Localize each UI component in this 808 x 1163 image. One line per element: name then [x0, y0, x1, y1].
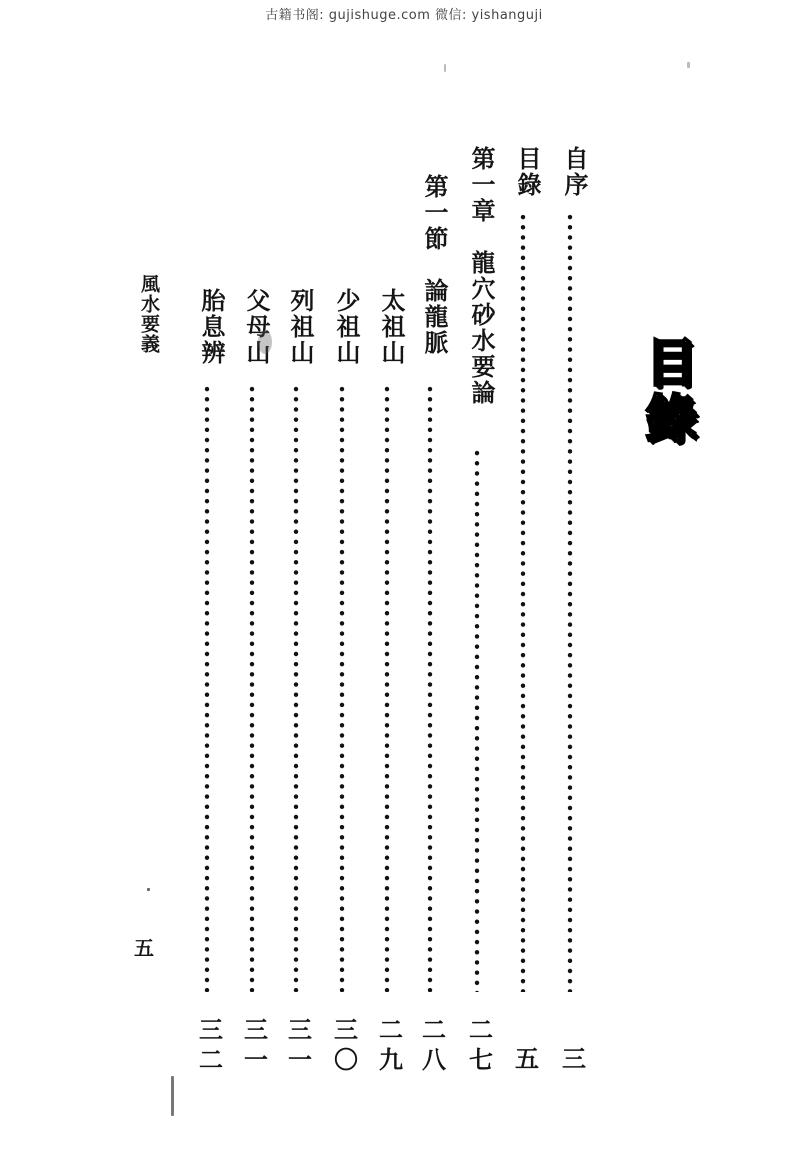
leader-dots — [204, 384, 210, 992]
leader-dots — [384, 384, 390, 992]
toc-entry-page: 三 一 — [244, 1015, 268, 1074]
toc-entry-title: 胎息辨 — [197, 288, 226, 366]
leader-dots — [339, 384, 345, 992]
folio-number: 五 — [134, 936, 154, 960]
leader-dots — [520, 212, 526, 992]
paper-speck — [147, 888, 150, 891]
toc-entry-title: 自序 — [560, 146, 589, 198]
toc-entry-shaozu-mountain[interactable] — [330, 288, 362, 366]
watermark-text: 古籍书阁: gujishuge.com 微信: yishanguji — [265, 8, 543, 23]
toc-entry-title: 父母山 — [242, 288, 271, 366]
paper-speck — [444, 64, 446, 72]
toc-entry-title: 第一節 論龍脈 — [420, 174, 449, 356]
toc-entry-fumu-mountain[interactable] — [240, 288, 272, 366]
toc-entry-title: 少祖山 — [332, 288, 361, 366]
page-heading — [641, 336, 701, 448]
toc-entry-preface[interactable] — [558, 146, 590, 198]
toc-entry-title: 第一章 龍穴砂水要論 — [467, 146, 496, 406]
leader-dots — [249, 384, 255, 992]
leader-dots — [293, 384, 299, 992]
toc-entry-page: 三 一 — [288, 1015, 312, 1074]
paper-speck — [171, 1076, 174, 1116]
running-title: 風水要義 — [138, 274, 160, 354]
toc-entry-chapter-1[interactable] — [465, 146, 497, 406]
toc-entry-page: 三 〇 — [334, 1015, 358, 1074]
toc-entry-taixi-bian[interactable] — [195, 288, 227, 366]
toc-entry-page: 二 八 — [422, 1015, 446, 1074]
toc-entry-title: 太祖山 — [377, 288, 406, 366]
toc-entry-taizu-mountain[interactable] — [375, 288, 407, 366]
toc-entry-page: 五 — [515, 1044, 539, 1073]
toc-entry-contents[interactable] — [511, 146, 543, 198]
paper-speck — [258, 330, 272, 354]
heading-char-2: 錄 — [644, 390, 697, 450]
leader-dots — [427, 384, 433, 992]
paper-speck — [687, 62, 690, 68]
leader-dots — [567, 212, 573, 992]
toc-entry-title: 列祖山 — [286, 288, 315, 366]
toc-entry-page: 二 九 — [379, 1015, 403, 1074]
toc-entry-page: 三 二 — [199, 1015, 223, 1074]
toc-entry-section-1[interactable] — [418, 174, 450, 356]
toc-entry-liezu-mountain[interactable] — [284, 288, 316, 366]
toc-entry-title: 目錄 — [513, 146, 542, 198]
heading-char-1: 目 — [644, 334, 697, 394]
toc-entry-page: 三 — [562, 1044, 586, 1073]
toc-entry-page: 二 七 — [469, 1015, 493, 1074]
leader-dots — [474, 448, 480, 992]
